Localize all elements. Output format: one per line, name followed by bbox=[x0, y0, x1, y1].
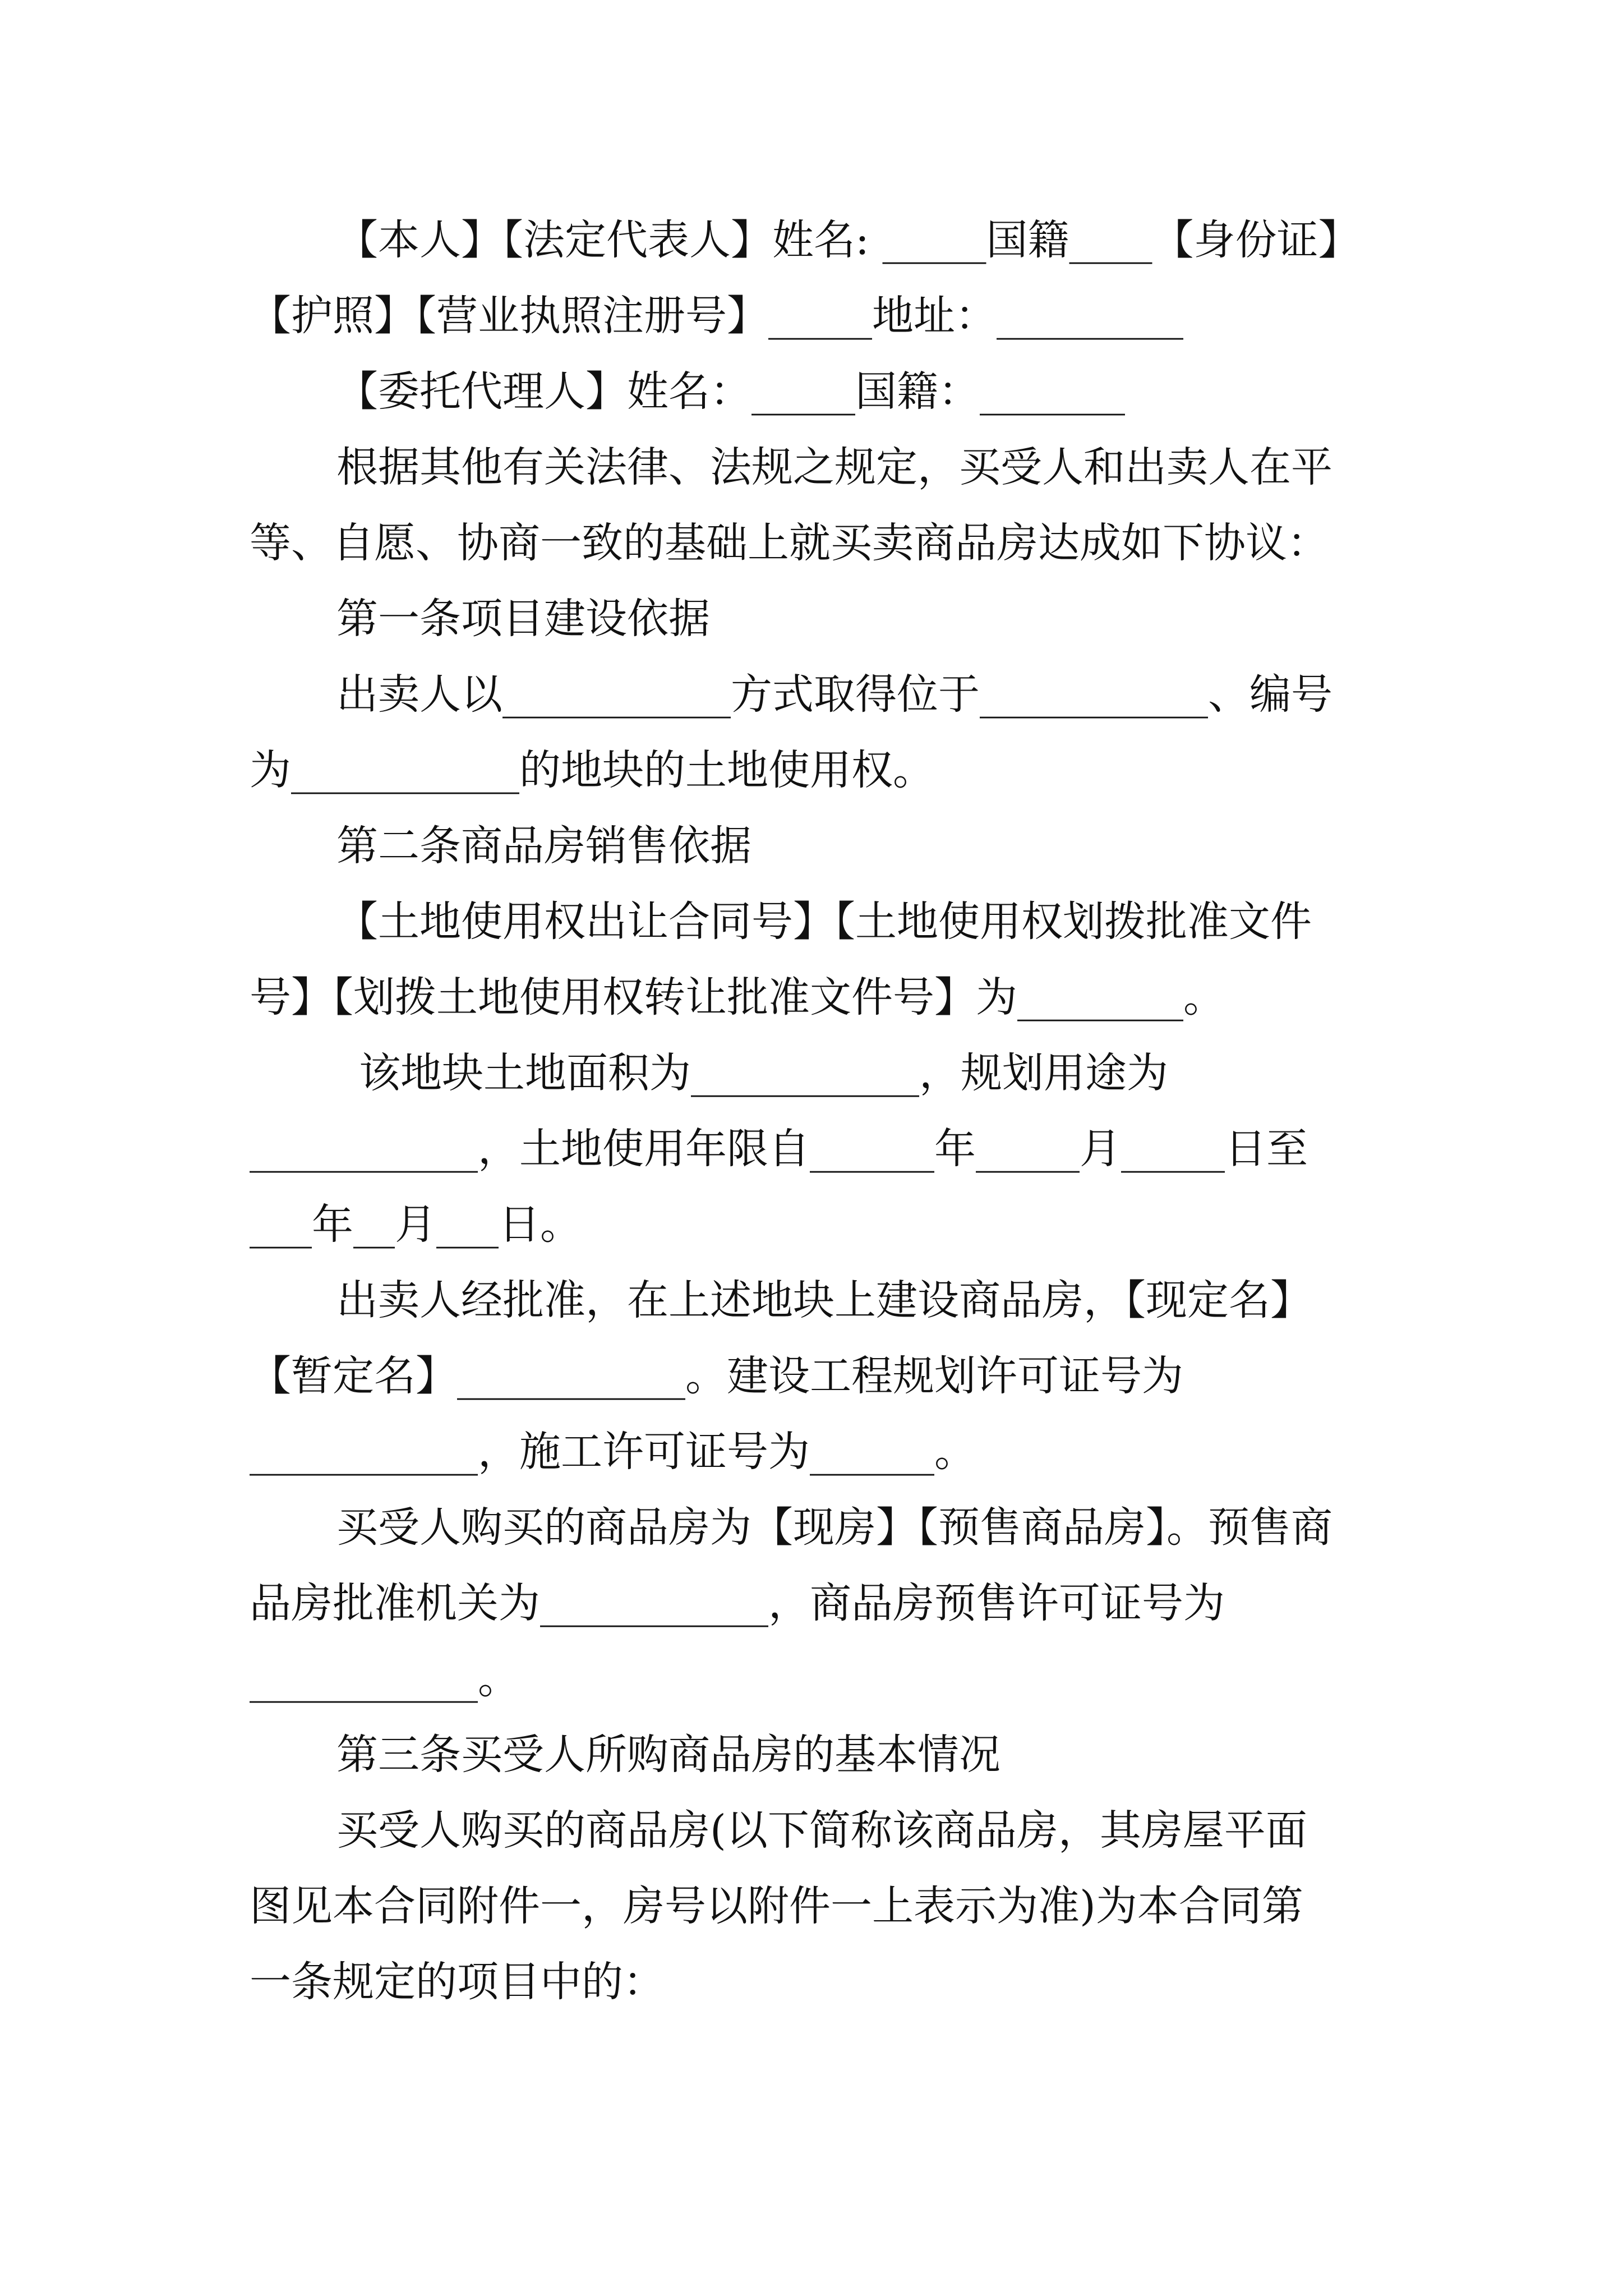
text-line-presale-a: 买受人购买的商品房为【现房】【预售商品房】。预售商 bbox=[336, 1503, 1332, 1552]
text-line-presale-b: 品房批准机关为___________，商品房预售许可证号为 bbox=[250, 1579, 1225, 1627]
text-line-article-1-b: 为___________的地块的土地使用权。 bbox=[250, 746, 934, 794]
text-line-agent: 【委托代理人】姓名：_____国籍：_______ bbox=[336, 367, 1125, 416]
text-line-presale-c: ___________。 bbox=[250, 1655, 519, 1703]
text-line-land-term: ___________，土地使用年限自______年_____月_____日至 bbox=[250, 1125, 1308, 1173]
text-line-article-2-a: 【土地使用权出让合同号】【土地使用权划拨批准文件 bbox=[336, 898, 1312, 946]
text-line-article-2-b: 号】【划拨土地使用权转让批准文件号】为________。 bbox=[250, 973, 1225, 1022]
text-line-article-3-b: 图见本合同附件一，房号以附件一上表示为准)为本合同第 bbox=[250, 1882, 1303, 1930]
text-line-land-term-end: ___年__月___日。 bbox=[250, 1200, 582, 1249]
text-line-license-address: 【护照】【营业执照注册号】_____地址：_________ bbox=[250, 292, 1183, 340]
text-line-approval-c: ___________，施工许可证号为______。 bbox=[250, 1428, 976, 1476]
text-line-preamble-1: 根据其他有关法律、法规之规定，买受人和出卖人在平 bbox=[336, 443, 1332, 491]
text-line-article-3-a: 买受人购买的商品房(以下简称该商品房，其房屋平面 bbox=[336, 1806, 1307, 1855]
article-2-heading: 第二条商品房销售依据 bbox=[336, 822, 751, 870]
text-line-party-info: 【本人】【法定代表人】姓名: _____国籍____【身份证】 bbox=[336, 216, 1360, 264]
text-line-article-3-c: 一条规定的项目中的： bbox=[250, 1958, 665, 2006]
text-line-preamble-2: 等、自愿、协商一致的基础上就买卖商品房达成如下协议： bbox=[250, 519, 1329, 567]
article-1-heading: 第一条项目建设依据 bbox=[336, 595, 710, 643]
text-line-land-area: 该地块土地面积为___________，规划用途为 bbox=[359, 1049, 1168, 1097]
text-line-article-1-a: 出卖人以___________方式取得位于___________、编号 bbox=[336, 670, 1332, 719]
text-line-approval-a: 出卖人经批准，在上述地块上建设商品房，【现定名】 bbox=[336, 1276, 1312, 1324]
article-3-heading: 第三条买受人所购商品房的基本情况 bbox=[336, 1731, 1000, 1779]
text-line-approval-b: 【暂定名】___________。建设工程规划许可证号为 bbox=[250, 1352, 1183, 1400]
